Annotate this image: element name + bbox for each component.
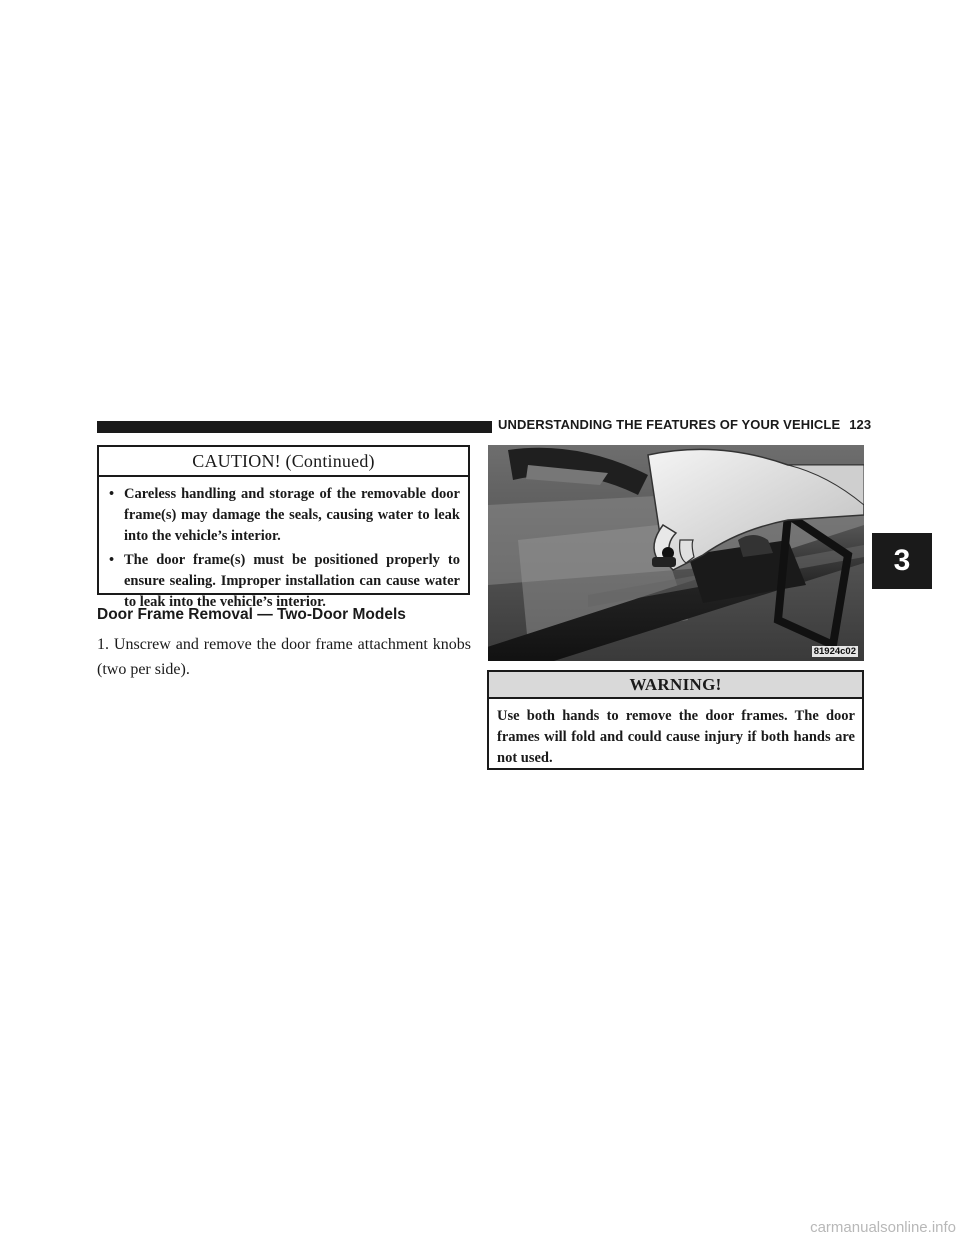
header-rule <box>97 421 492 433</box>
warning-text: Use both hands to remove the door frames. The door frames will fold and could cause injury if both hands are not used. <box>497 708 855 766</box>
illustration-graphic <box>488 445 864 661</box>
watermark-text: carmanualsonline.info <box>810 1219 956 1236</box>
warning-title: WARNING! <box>489 672 862 699</box>
bullet-icon: • <box>109 486 115 502</box>
caution-item <box>109 484 460 547</box>
door-frame-knob-illustration <box>488 445 864 661</box>
chapter-title: UNDERSTANDING THE FEATURES OF YOUR VEHICLE <box>498 417 841 432</box>
caution-box <box>97 445 470 610</box>
caution-list <box>99 477 468 613</box>
warning-box <box>487 670 864 770</box>
step-1-text: 1. Unscrew and remove the door frame attachment knobs (two per side). <box>97 636 471 678</box>
caution-item <box>109 550 460 613</box>
running-header <box>498 417 872 432</box>
chapter-number: 3 <box>893 544 911 577</box>
bullet-icon: • <box>109 552 115 568</box>
page-number: 123 <box>849 417 872 432</box>
figure-label: 81924c02 <box>813 646 856 657</box>
caution-item-text: Careless handling and storage of the removable door frame(s) may damage the seals, causing water to leak into the vehicle’s interior. <box>124 486 460 544</box>
section-heading: Door Frame Removal — Two-Door Models <box>97 606 406 623</box>
caution-title: CAUTION! (Continued) <box>99 447 468 477</box>
chapter-tab <box>872 533 932 589</box>
caution-item-text: The door frame(s) must be positioned properly to ensure sealing. Improper installation can cause water to leak into the vehicle’s interior. <box>124 552 460 610</box>
